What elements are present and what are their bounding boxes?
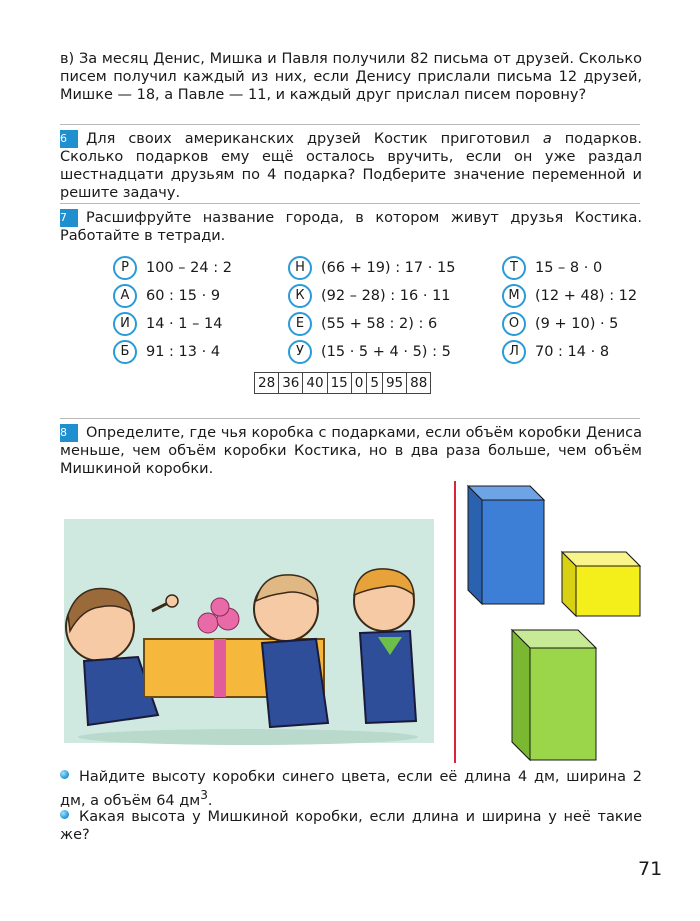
cipher-row — [288, 340, 451, 364]
cipher-expression: (66 + 19) : 17 · 15 — [321, 260, 456, 276]
page-number: 71 — [638, 858, 663, 880]
cipher-expression: (92 – 28) : 16 · 11 — [321, 288, 451, 304]
task-number-badge: 8 — [60, 424, 78, 442]
cipher-expression: (55 + 58 : 2) : 6 — [321, 316, 438, 332]
divider — [60, 124, 640, 125]
task-v-text: в) За месяц Денис, Мишка и Павля получили 82 письма от друзей. Сколько писем получил каждый из них, если Денису прислали письма 12 друзей, Мишке — 18, а Павле — 11, и каждый друг прислал писем поровну? — [60, 51, 642, 103]
cipher-row — [113, 312, 222, 336]
question-1-text: Найдите высоту коробки синего цвета, если её длина 4 дм, ширина 2 дм, а объём 64 дм — [60, 769, 642, 809]
answer-table — [254, 372, 431, 394]
cipher-expression: (9 + 10) · 5 — [535, 316, 619, 332]
question-2 — [60, 808, 642, 844]
gift-boxes-figure — [460, 478, 650, 768]
cipher-row — [113, 256, 232, 280]
task-6-variable: a — [542, 131, 552, 147]
letter-circle: К — [288, 284, 312, 308]
answer-cell: 36 — [279, 373, 303, 394]
cipher-row — [288, 312, 437, 336]
cipher-expression: 60 : 15 · 9 — [146, 288, 221, 304]
cipher-expression: 14 · 1 – 14 — [146, 316, 223, 332]
cipher-expression: (12 + 48) : 12 — [535, 288, 638, 304]
letter-circle: Н — [288, 256, 312, 280]
cipher-row — [502, 284, 637, 308]
blue-box — [468, 486, 544, 604]
cipher-row — [502, 312, 618, 336]
bullet-icon — [60, 770, 69, 779]
answer-cell: 28 — [255, 373, 279, 394]
letter-circle: Т — [502, 256, 526, 280]
task-number-badge: 7 — [60, 209, 78, 227]
task-number-badge: 6 — [60, 130, 78, 148]
answer-cell: 15 — [327, 373, 351, 394]
cipher-expression: 15 – 8 · 0 — [535, 260, 603, 276]
task-7-text: Расшифруйте название города, в котором живут друзья Костика. Работайте в тетради. — [60, 210, 642, 244]
cipher-row — [113, 284, 220, 308]
cipher-row — [502, 340, 609, 364]
answer-cell: 40 — [303, 373, 327, 394]
bullet-icon — [60, 810, 69, 819]
answer-cell: 88 — [407, 373, 431, 394]
question-1-end: . — [207, 792, 213, 809]
answer-cell: 0 — [351, 373, 367, 394]
cipher-row — [288, 284, 451, 308]
task-6-text-start: Для своих американских друзей Костик приготовил — [86, 131, 543, 147]
question-2-text: Какая высота у Мишкиной коробки, если длина и ширина у неё такие же? — [60, 809, 642, 843]
answer-cell: 95 — [382, 373, 406, 394]
task-6-text-end: подарков. Сколько подарков ему ещё осталось вручить, если он уже раздал шестнадцати друзьям по 4 подарка? Подберите значение переменной и решите задачу. — [60, 131, 642, 201]
cipher-expression: (15 · 5 + 4 · 5) : 5 — [321, 344, 451, 360]
letter-circle: И — [113, 312, 137, 336]
letter-circle: М — [502, 284, 526, 308]
letter-circle: Л — [502, 340, 526, 364]
task-6 — [60, 130, 642, 202]
letter-circle: Р — [113, 256, 137, 280]
letter-circle: Е — [288, 312, 312, 336]
superscript: 3 — [200, 788, 208, 802]
green-box — [512, 630, 596, 760]
cipher-row — [288, 256, 455, 280]
yellow-box — [562, 552, 640, 616]
letter-circle: Б — [113, 340, 137, 364]
cipher-expression: 91 : 13 · 4 — [146, 344, 221, 360]
divider — [60, 418, 640, 419]
letter-circle: У — [288, 340, 312, 364]
cipher-row — [113, 340, 220, 364]
cipher-row — [502, 256, 602, 280]
letter-circle: О — [502, 312, 526, 336]
task-7 — [60, 209, 642, 245]
section-divider-line — [454, 481, 456, 763]
answer-cell: 5 — [367, 373, 383, 394]
cipher-expression: 100 – 24 : 2 — [146, 260, 232, 276]
task-8-text: Определите, где чья коробка с подарками, если объём коробки Дениса меньше, чем объём коробки Костика, но в два раза больше, чем объём Мишкиной коробки. — [60, 425, 642, 477]
question-1 — [60, 768, 642, 810]
cipher-expression: 70 : 14 · 8 — [535, 344, 610, 360]
letter-circle: А — [113, 284, 137, 308]
task-8 — [60, 424, 642, 478]
boys-with-gift-illustration — [48, 515, 440, 745]
divider — [60, 203, 640, 204]
